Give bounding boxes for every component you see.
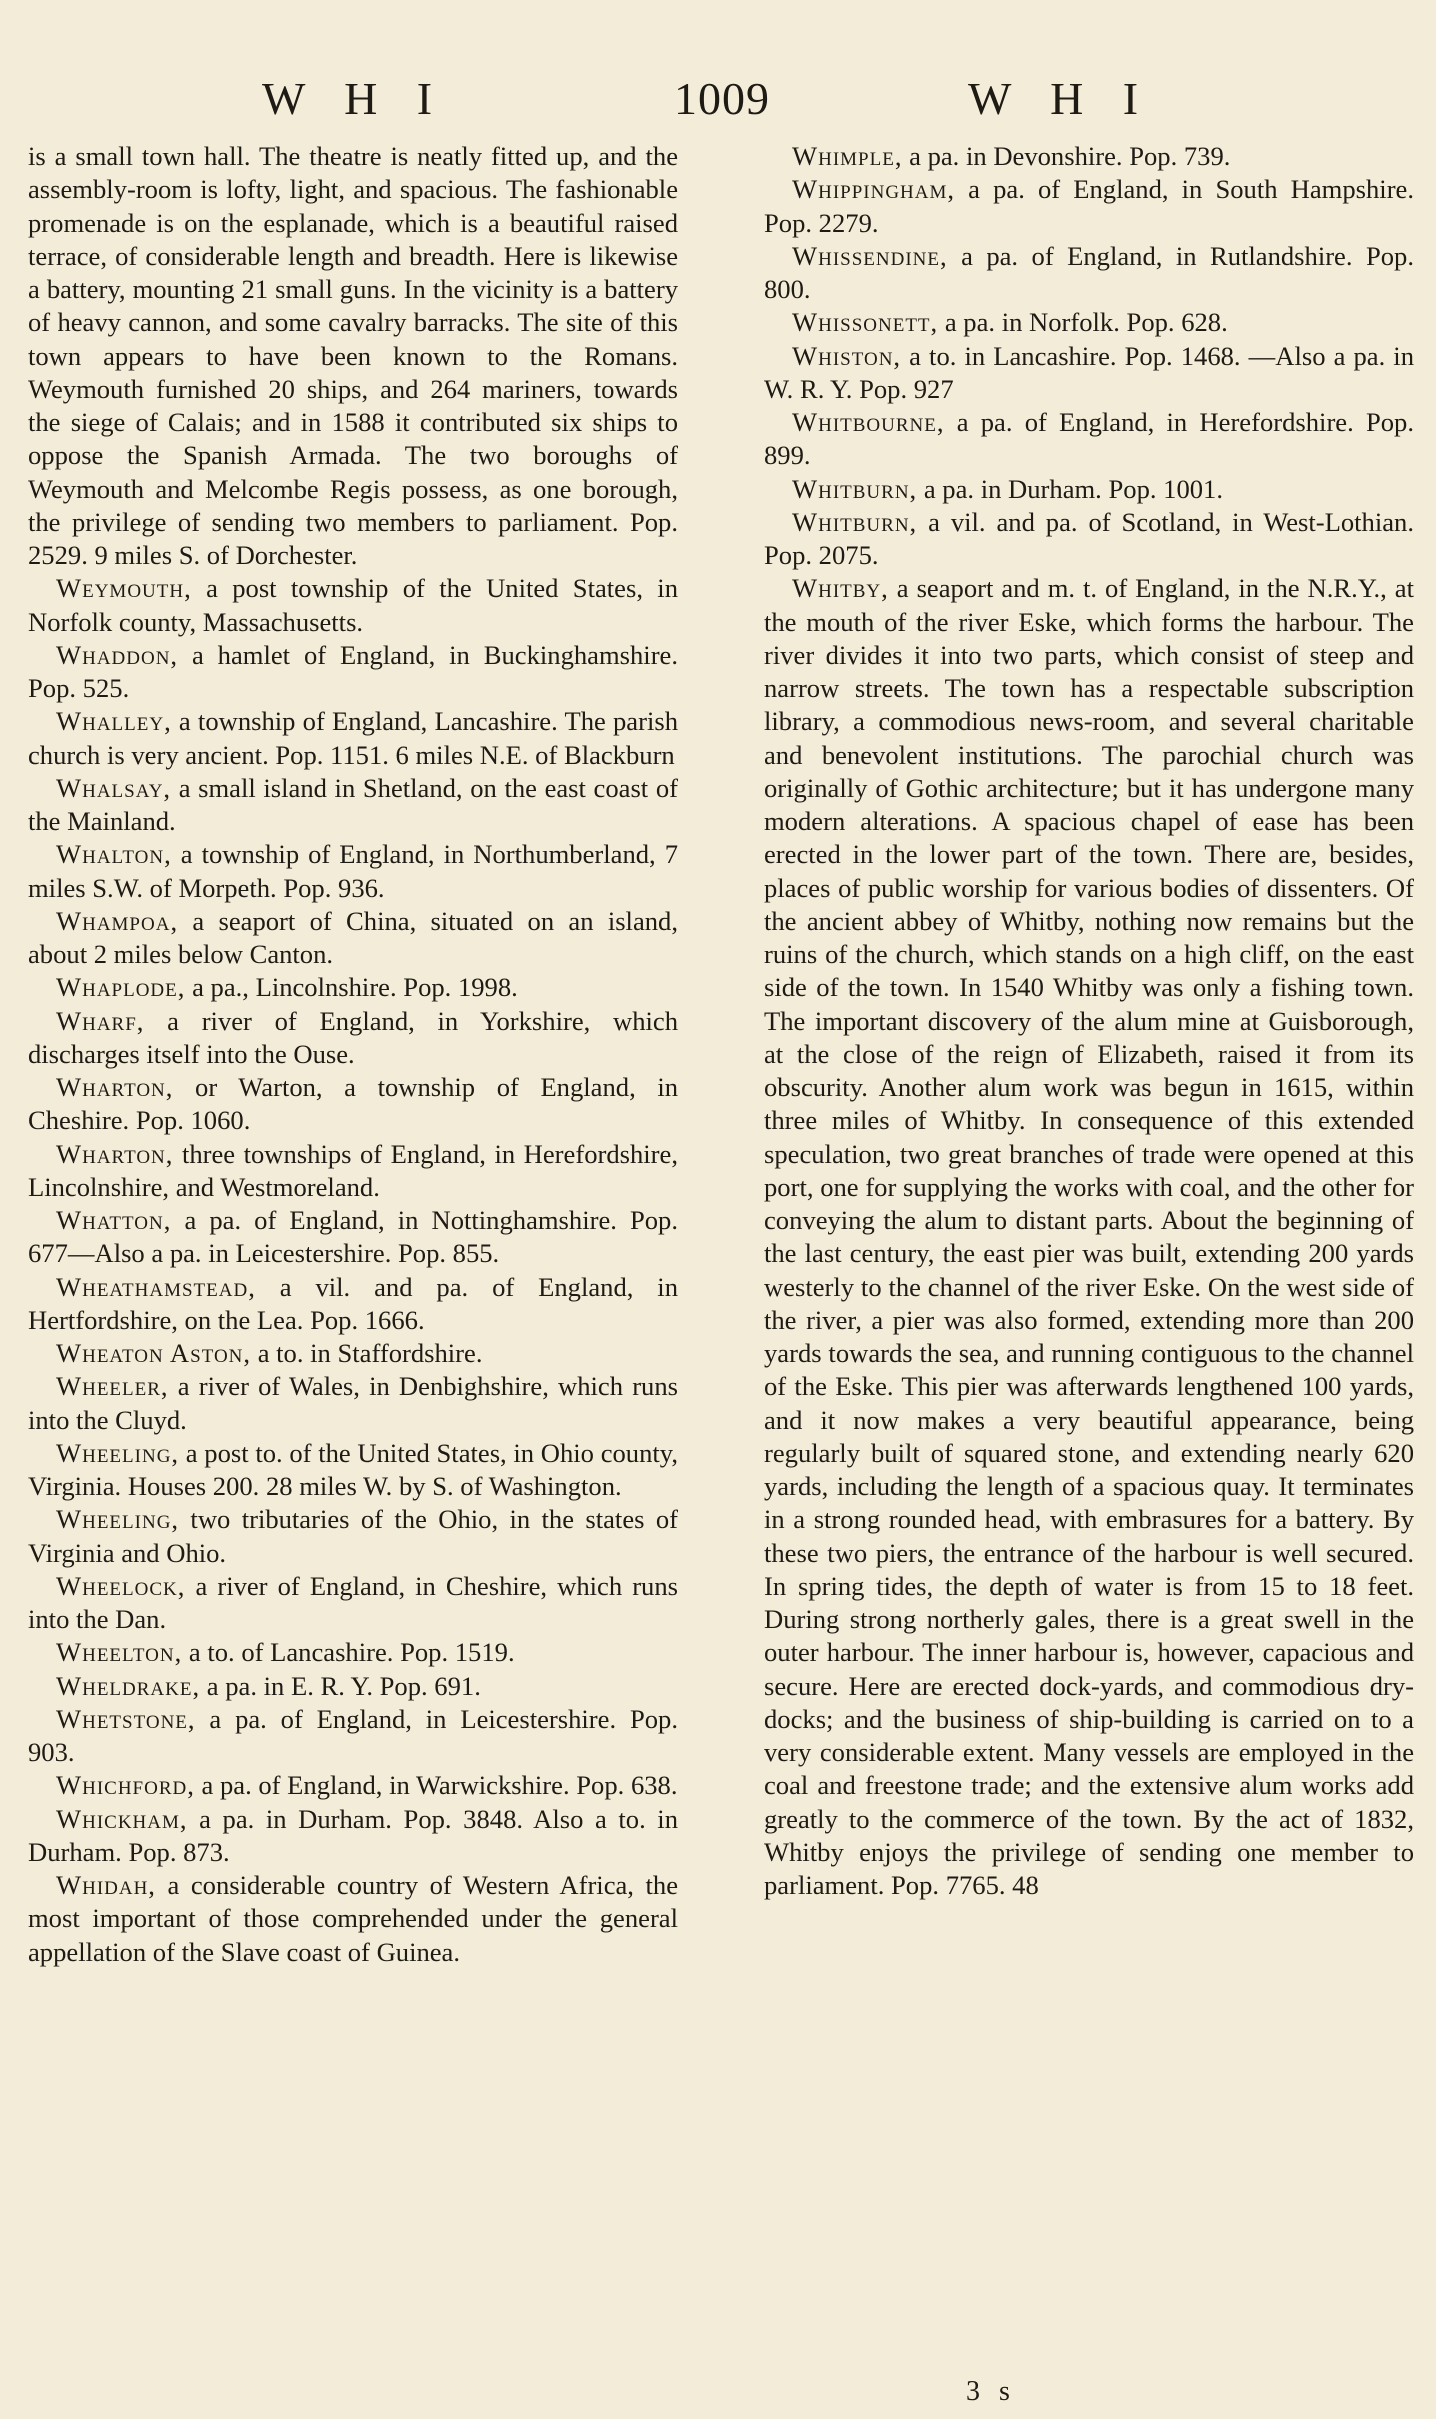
- entry-term: Whitby,: [792, 573, 889, 604]
- entry-text: a to. of Lancashire. Pop. 1519.: [182, 1637, 515, 1668]
- entry-term: Wheeler,: [56, 1371, 169, 1402]
- gazetteer-entry: [28, 1803, 678, 1870]
- right-column: [764, 140, 1414, 1902]
- gazetteer-entry: [28, 1271, 678, 1338]
- gazetteer-entry: [28, 1005, 678, 1072]
- gazetteer-entry: [764, 140, 1414, 173]
- entry-term: Whaplode,: [56, 972, 186, 1003]
- entry-term: Whiston,: [792, 340, 902, 371]
- entry-text: a pa. of England, in Nottinghamshire. Pop. 677—Also a pa. in Leicestershire. Pop. 855.: [28, 1205, 678, 1269]
- entry-term: Whaddon,: [56, 639, 179, 670]
- entry-text: a small island in Shetland, on the east coast of the Mainland.: [28, 772, 678, 836]
- gazetteer-entry: [28, 572, 678, 639]
- entry-term: Whimple,: [792, 141, 903, 171]
- gazetteer-entry: [28, 1437, 678, 1504]
- entry-text: or Warton, a township of England, in Cheshire. Pop. 1060.: [28, 1072, 678, 1136]
- gazetteer-entry: [28, 639, 678, 706]
- entry-term: Wheathamstead,: [56, 1271, 256, 1302]
- entry-text: a pa. in Durham. Pop. 1001.: [917, 473, 1223, 504]
- entry-text: a township of England, in Northumberland, 7 miles S.W. of Morpeth. Pop. 936.: [28, 839, 678, 903]
- entry-text: a considerable country of Western Africa, the most important of those comprehended under the general appellation of the Slave coast of Guinea.: [28, 1870, 678, 1967]
- entry-term: Whissendine,: [792, 240, 948, 271]
- left-column: [28, 140, 678, 1969]
- gazetteer-entry: [28, 838, 678, 905]
- entry-text: a vil. and pa. of England, in Hertfordshire, on the Lea. Pop. 1666.: [28, 1271, 678, 1335]
- entry-text: a post township of the United States, in Norfolk county, Massachusetts.: [28, 573, 678, 637]
- entry-text: a seaport and m. t. of England, in the N.R.Y., at the mouth of the river Eske, which forms the harbour. The river divides it into two parts, which consist of steep and narrow streets. The town has a respectable subscription library, a commodious news-room, and several charitable and benevolent institutions. The parochial church was originally of Gothic architecture; but it has undergone many modern alterations. A spacious chapel of ease has been erected in the lower part of the town. There are, besides, places of public worship for various bodies of dissenters. Of the ancient abbey of Whitby, nothing now remains but the ruins of the church, which stands on a high cliff, on the east side of the town. In 1540 Whitby was only a fishing town. The important discovery of the alum mine at Guisborough, at the close of the reign of Elizabeth, raised it from its obscurity. Another alum work was begun in 1615, within three miles of Whitby. In consequence of this extended speculation, two great branches of trade were opened at this port, one for supplying the works with coal, and the other for conveying the alum to distant parts. About the beginning of the last century, the east pier was built, extending 200 yards westerly to the channel of the river Eske. On the west side of the river, a pier was also formed, extending more than 200 yards towards the sea, and running contiguous to the channel of the Eske. This pier was afterwards lengthened 100 yards, and it now makes a very beautiful appearance, being regularly built of squared stone, and extending nearly 620 yards, including the length of a spacious quay. It terminates in a strong rounded head, with embrasures for a battery. By these two piers, the entrance of the harbour is well secured. In spring tides, the depth of water is from 15 to 18 feet. During strong northerly gales, there is a great swell in the outer harbour. The inner harbour is, however, capacious and secure. Here are erected dock-yards, and commodious dry-docks; and the business of ship-building is carried on to a very considerable extent. Many vessels are employed in the coal and freestone trade; and the extensive alum works add greatly to the commerce of the town. By the act of 1832, Whitby enjoys the privilege of sending one member to parliament. Pop. 7765. 48: [764, 573, 1414, 1900]
- signature-mark: 3 s: [966, 2376, 1016, 2407]
- entry-text: a pa. of England, in Herefordshire. Pop. 899.: [764, 407, 1414, 471]
- entry-term: Wharton,: [56, 1138, 174, 1169]
- gazetteer-entry: [28, 705, 678, 772]
- entry-term: Whickham,: [56, 1803, 188, 1834]
- gazetteer-entry: [764, 572, 1414, 1902]
- entry-text: a pa. in Norfolk. Pop. 628.: [938, 307, 1228, 338]
- entry-text: a pa. in Devonshire. Pop. 739.: [902, 141, 1231, 171]
- gazetteer-entry: [28, 1769, 678, 1802]
- gazetteer-entry: [28, 1370, 678, 1437]
- entry-term: Wheaton Aston,: [56, 1338, 252, 1368]
- entry-text: a to. in Staffordshire.: [251, 1338, 483, 1368]
- entry-term: Whidah,: [56, 1870, 156, 1900]
- entry-text: a pa. in Durham. Pop. 3848. Also a to. in Durham. Pop. 873.: [28, 1803, 678, 1867]
- entry-text: is a small town hall. The theatre is neatly fitted up, and the assembly-room is lofty, light, and spacious. The fashionable promenade is on the esplanade, which is a beautiful raised terrace, of considerable length and breadth. Here is likewise a battery, mounting 21 small guns. In the vicinity is a battery of heavy cannon, and some cavalry barracks. The site of this town appears to have been known to the Romans. Weymouth furnished 20 ships, and 264 mariners, towards the siege of Calais; and in 1588 it contributed six ships to oppose the Spanish Armada. The two boroughs of Weymouth and Melcombe Regis possess, as one borough, the privilege of sending two members to parliament. Pop. 2529. 9 miles S. of Dorchester.: [28, 141, 678, 570]
- entry-text: a pa. in E. R. Y. Pop. 691.: [200, 1670, 481, 1701]
- entry-term: Wheelton,: [56, 1637, 183, 1668]
- header-right-letters: W H I: [968, 73, 1153, 124]
- gazetteer-entry: [764, 306, 1414, 339]
- entry-term: Wheelock,: [56, 1570, 186, 1601]
- entry-term: Wheeling,: [56, 1504, 180, 1535]
- entry-text: a vil. and pa. of Scotland, in West-Lothian. Pop. 2075.: [764, 506, 1414, 570]
- entry-term: Whichford,: [56, 1770, 195, 1801]
- gazetteer-entry: [28, 1670, 678, 1703]
- entry-text: a to. in Lancashire. Pop. 1468. —Also a pa. in W. R. Y. Pop. 927: [764, 340, 1414, 404]
- gazetteer-entry: [28, 1138, 678, 1205]
- gazetteer-entry: [28, 971, 678, 1004]
- gazetteer-entry: [764, 406, 1414, 473]
- entry-text: a river of Wales, in Denbighshire, which runs into the Cluyd.: [28, 1371, 678, 1435]
- entry-text: a township of England, Lancashire. The parish church is very ancient. Pop. 1151. 6 miles N.E. of Blackburn: [28, 706, 678, 770]
- gazetteer-entry: [764, 473, 1414, 506]
- entry-term: Whetstone,: [56, 1703, 196, 1734]
- entry-text: a pa. of England, in Leicestershire. Pop. 903.: [28, 1703, 678, 1767]
- gazetteer-entry: [28, 1503, 678, 1570]
- entry-text: three townships of England, in Herefordshire, Lincolnshire, and Westmoreland.: [28, 1138, 678, 1202]
- gazetteer-entry: [764, 173, 1414, 240]
- entry-text: a river of England, in Cheshire, which runs into the Dan.: [28, 1570, 678, 1634]
- entry-term: Whitbourne,: [792, 407, 945, 437]
- entry-term: Whitburn,: [792, 473, 918, 504]
- entry-text: a pa., Lincolnshire. Pop. 1998.: [185, 972, 518, 1003]
- continued-text: [28, 140, 678, 572]
- entry-term: Wharton,: [56, 1072, 174, 1102]
- entry-text: a post to. of the United States, in Ohio county, Virginia. Houses 200. 28 miles W. by S. of Washington.: [28, 1437, 678, 1501]
- gazetteer-entry: [28, 1570, 678, 1637]
- entry-text: two tributaries of the Ohio, in the states of Virginia and Ohio.: [28, 1504, 678, 1568]
- entry-term: Whissonett,: [792, 307, 939, 338]
- header-left-letters: W H I: [262, 73, 447, 124]
- gazetteer-entry: [28, 1636, 678, 1669]
- entry-text: a pa. of England, in Warwickshire. Pop. 638.: [194, 1770, 678, 1801]
- entry-term: Weymouth,: [56, 573, 192, 604]
- gazetteer-entry: [764, 240, 1414, 307]
- entry-text: a seaport of China, situated on an island, about 2 miles below Canton.: [28, 905, 678, 969]
- entry-term: Whalsay,: [56, 772, 172, 803]
- gazetteer-entry: [28, 1703, 678, 1770]
- page-number: 1009: [674, 73, 770, 124]
- gazetteer-entry: [28, 1337, 678, 1370]
- gazetteer-entry: [764, 340, 1414, 407]
- entry-text: a pa. of England, in Rutlandshire. Pop. 800.: [764, 240, 1414, 304]
- entry-text: a hamlet of England, in Buckinghamshire. Pop. 525.: [28, 639, 678, 703]
- gazetteer-entry: [28, 905, 678, 972]
- entry-term: Whalton,: [56, 839, 172, 870]
- gazetteer-entry: [28, 1071, 678, 1138]
- entry-term: Whippingham,: [792, 174, 956, 205]
- running-header: [0, 72, 1436, 132]
- entry-text: a pa. of England, in South Hampshire. Pop. 2279.: [764, 174, 1414, 238]
- entry-term: Wheeling,: [56, 1437, 180, 1468]
- gazetteer-entry: [28, 1869, 678, 1969]
- gazetteer-entry: [28, 772, 678, 839]
- gazetteer-entry: [28, 1204, 678, 1271]
- entry-term: Whatton,: [56, 1205, 172, 1235]
- entry-text: a river of England, in Yorkshire, which discharges itself into the Ouse.: [28, 1005, 678, 1069]
- entry-term: Whitburn,: [792, 506, 918, 537]
- gazetteer-entry: [764, 506, 1414, 573]
- entry-term: Whampoa,: [56, 905, 179, 936]
- entry-term: Whalley,: [56, 706, 172, 737]
- entry-term: Wharf,: [56, 1005, 145, 1036]
- entry-term: Wheldrake,: [56, 1670, 201, 1701]
